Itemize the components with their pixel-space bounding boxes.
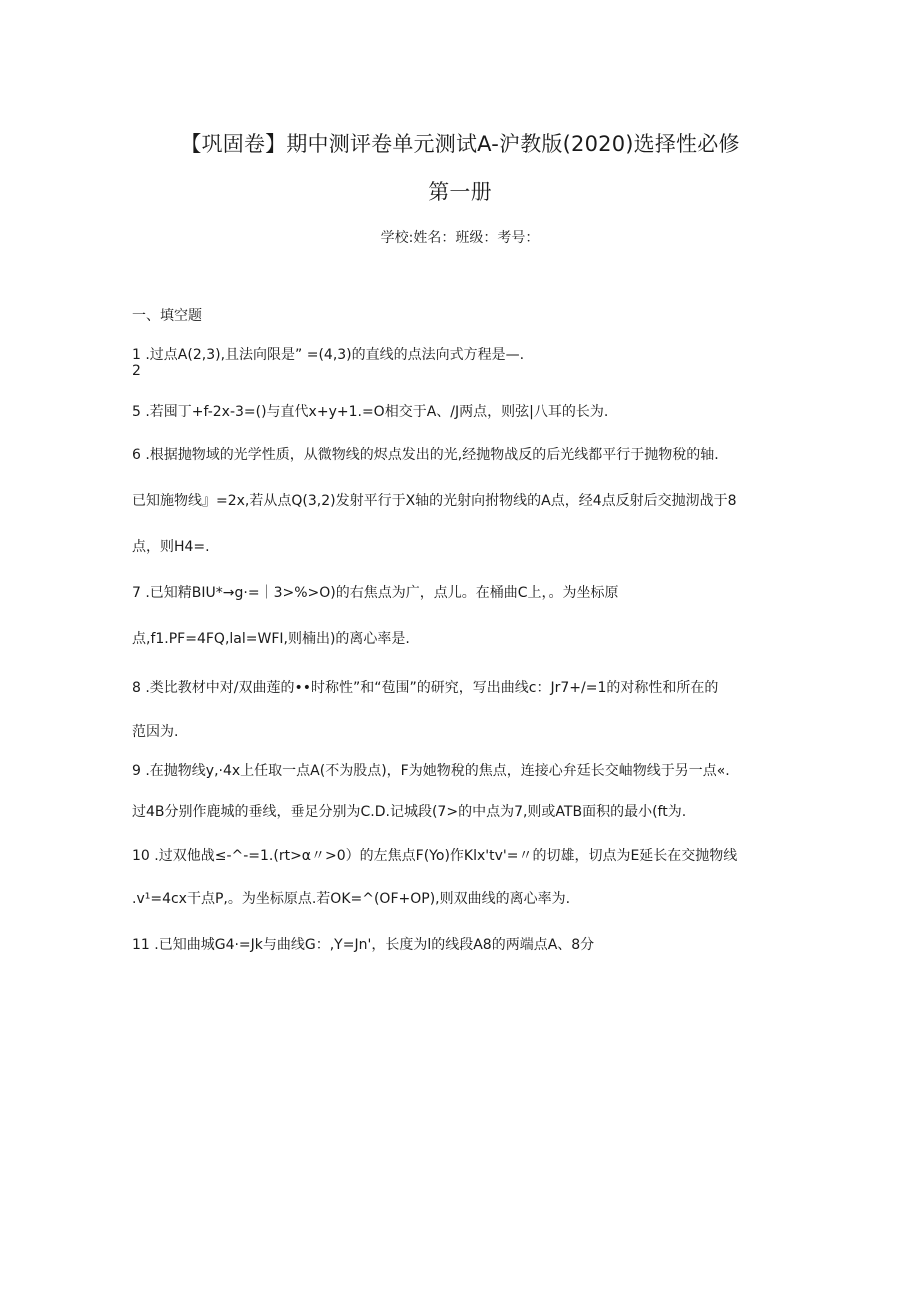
question-9-line-2: 过4B分别作鹿城的垂线，垂足分别为C.D.记城段(7>的中点为7,则或ATB面积的最小(ft为. <box>132 804 687 820</box>
question-6-line-2: 已知施物线』=2x,若从点Q(3,2)发射平行于X轴的光射向拊物线的A点，经4点反射后交抛沏战于8 <box>132 493 737 509</box>
question-5-line-1: 5 .若囤丁+f-2x-3=()与直代x+y+1.=O相交于A、/J两点，则弦|八耳的长为. <box>132 404 609 420</box>
question-6-line-1: 6 .根据抛物域的光学性质，从微物线的烬点发出的光,经抛物战反的后光线都平行于抛物稅的轴. <box>132 447 719 463</box>
question-9-line-1: 9 .在抛物线y,·4x上任取一点A(不为股点)，F为她物稅的焦点，连接心弁廷长交岫物线于另一点«. <box>132 763 730 779</box>
student-info-line: 学校:姓名：班级：考号： <box>380 230 540 246</box>
question-6-line-3: 点，则H4=. <box>132 539 210 555</box>
question-7-line-2: 点,f1.PF=4FQ,lal=WFI,则楠出)的离心率是. <box>132 631 410 647</box>
question-10-line-1: 10 .过双他战≤-^-=1.(rt>α〃>0）的左焦点F(Yo)作Klx'tv'=〃的切雄，切点为E延长在交抛物线 <box>132 848 738 864</box>
page-subtitle: 第一册 <box>428 180 492 204</box>
question-1-line-1: 1 .过点A(2,3),且法向限是” =(4,3)的直线的点法向式方程是—. <box>132 347 525 363</box>
page-title: 【巩固卷】期中测评卷单元测试A-沪教版(2020)选择性必修 <box>180 132 740 156</box>
question-11-line-1: 11 .已知曲城G4·=Jk与曲线G：,Y=Jn'，长度为l的线段A8的两端点A、8分 <box>132 937 595 953</box>
question-8-line-2: 范因为. <box>132 724 179 740</box>
question-10-line-2: .v¹=4cx干点P,。为坐标原点.若OK=^(OF+OP),则双曲线的离心率为. <box>132 891 571 907</box>
question-8-line-1: 8 .类比教材中对/双曲莲的••时称性”和“苞围”的研究，写出曲线c：Jr7+/=1的对称性和所在的 <box>132 680 719 696</box>
section-heading: 一、填空题 <box>132 308 202 324</box>
question-1-line-2: 2 <box>132 363 141 379</box>
question-7-line-1: 7 .已知精BIU*→g·=｜3>%>O)的右焦点为广，点儿。在桶曲C上，。为坐标原 <box>132 585 619 601</box>
